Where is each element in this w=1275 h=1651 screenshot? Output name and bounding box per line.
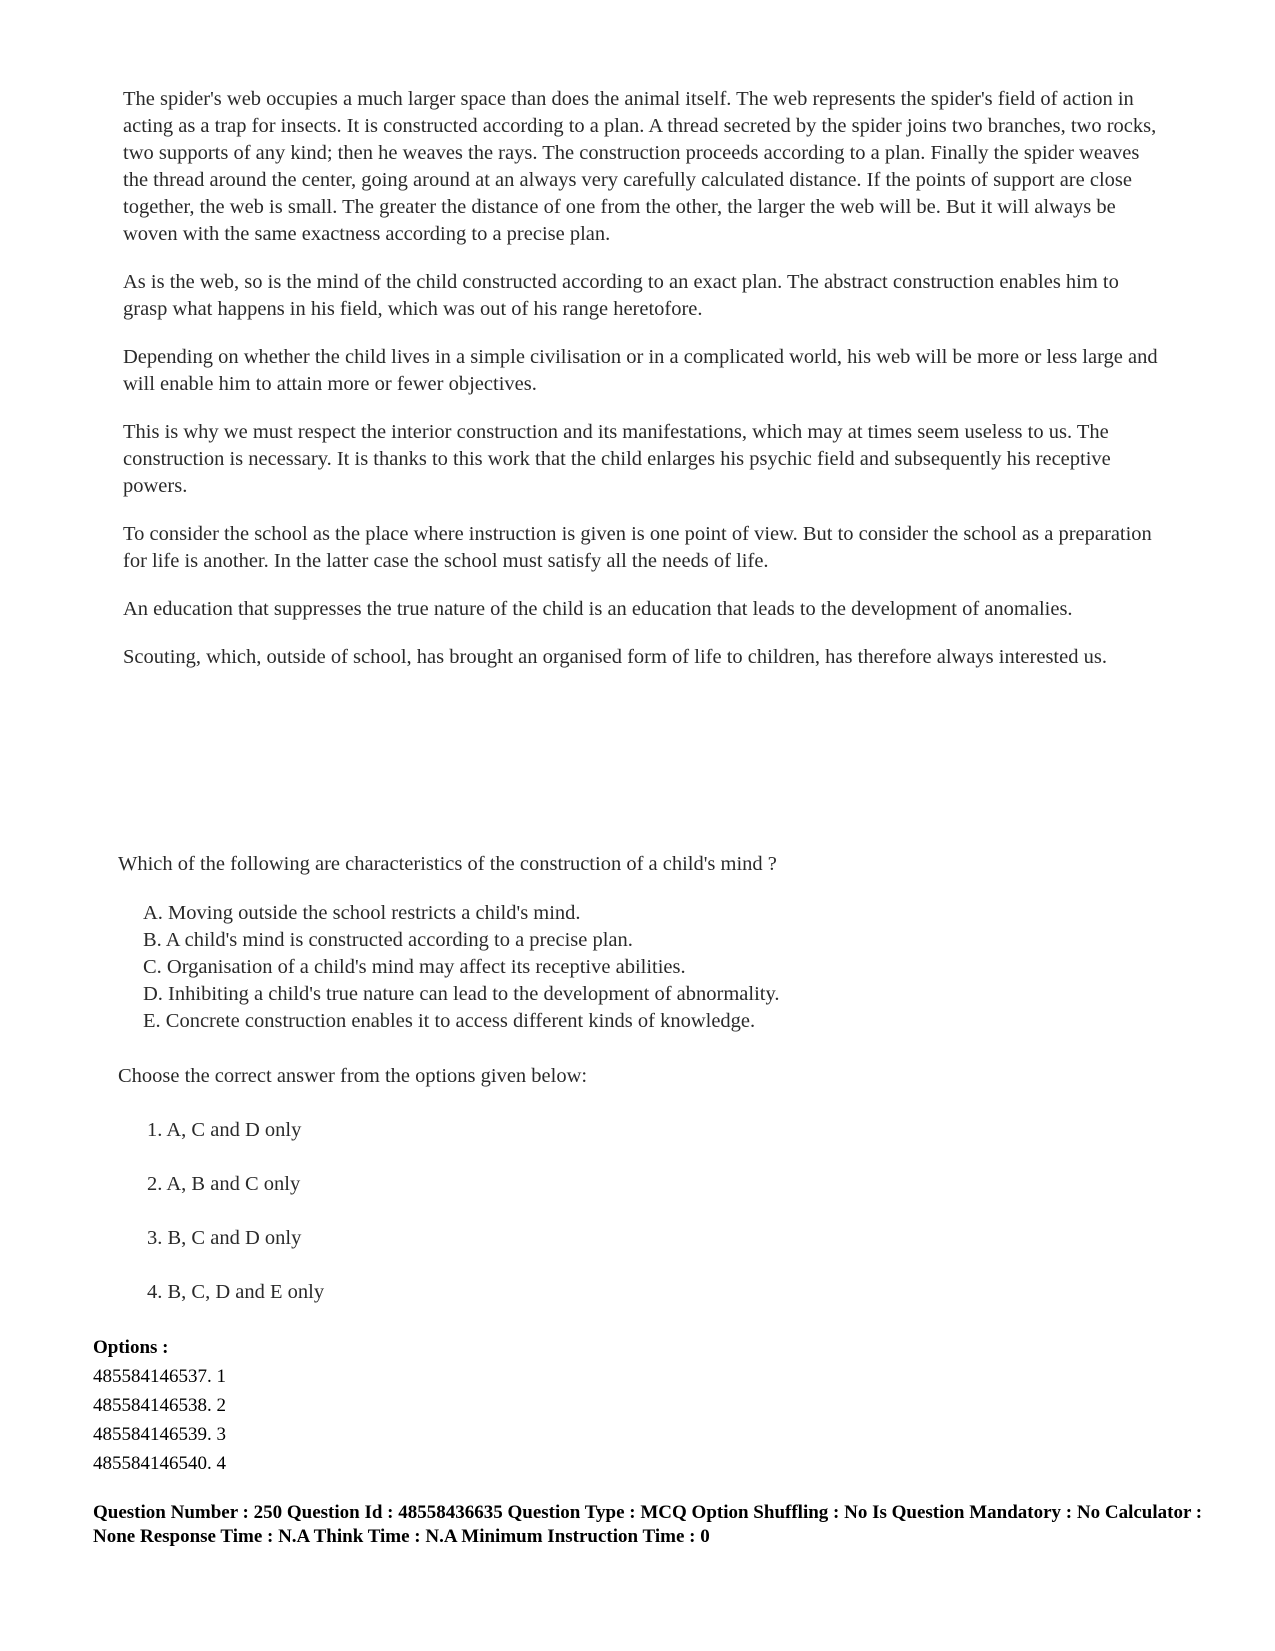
option-id-2: 485584146538. 2 [93,1395,226,1416]
question-metadata: Question Number : 250 Question Id : 48558436635 Question Type : MCQ Option Shuffling : No Is Question Mandatory : No Calculator : None Response Time : N.A Think Time : N.A Minimum Instruction Time : 0 [93,1502,1203,1547]
passage-paragraph-1: The spider's web occupies a much larger space than does the animal itself. The web represents the spider's field of action in acting as a trap for insects. It is constructed according to a plan. A thread secreted by the spider joins two branches, two rocks, two supports of any kind; then he weaves the rays. The construction proceeds according to a plan. Finally the spider weaves the thread around the center, going around at an always very carefully calculated distance. If the points of support are close together, the web is small. The greater the distance of one from the other, the larger the web will be. But it will always be woven with the same exactness according to a precise plan. [123,88,1157,245]
question-stem: Which of the following are characteristics of the construction of a child's mind ? [118,853,777,875]
options-title: Options : [93,1337,169,1358]
passage-paragraph-4: This is why we must respect the interior construction and its manifestations, which may at times seem useless to us. The construction is necessary. It is thanks to this work that the child enlarges his psychic field and subsequently his receptive powers. [123,421,1111,497]
answer-choice-list [147,1117,324,1333]
statement-d: D. Inhibiting a child's true nature can lead to the development of abnormality. [143,983,780,1005]
option-id-1: 485584146537. 1 [93,1366,226,1387]
choose-instruction: Choose the correct answer from the options given below: [118,1065,588,1087]
passage-paragraph-6: An education that suppresses the true nature of the child is an education that leads to the development of anomalies. [123,598,1073,620]
passage-paragraph-5: To consider the school as the place where instruction is given is one point of view. But to consider the school as a preparation for life is another. In the latter case the school must satisfy all the needs of life. [123,523,1152,572]
statement-e: E. Concrete construction enables it to access different kinds of knowledge. [143,1010,756,1032]
answer-choice-1: 1. A, C and D only [147,1119,302,1141]
answer-choice-4: 4. B, C, D and E only [147,1281,325,1303]
answer-choice-2: 2. A, B and C only [147,1173,301,1195]
option-id-4: 485584146540. 4 [93,1453,226,1474]
statement-b: B. A child's mind is constructed according to a precise plan. [143,929,633,951]
passage-paragraph-2: As is the web, so is the mind of the child constructed according to an exact plan. The abstract construction enables him to grasp what happens in his field, which was out of his range heretofore. [123,271,1119,320]
passage-paragraph-7: Scouting, which, outside of school, has brought an organised form of life to children, has therefore always interested us. [123,646,1107,668]
options-block [93,1333,226,1478]
statement-c: C. Organisation of a child's mind may affect its receptive abilities. [143,956,686,978]
statement-list [143,900,1163,1035]
answer-choice-3: 3. B, C and D only [147,1227,302,1249]
option-id-3: 485584146539. 3 [93,1424,226,1445]
passage-paragraph-3: Depending on whether the child lives in a simple civilisation or in a complicated world, his web will be more or less large and will enable him to attain more or fewer objectives. [123,346,1158,395]
reading-passage [123,86,1168,692]
statement-a: A. Moving outside the school restricts a child's mind. [143,902,581,924]
